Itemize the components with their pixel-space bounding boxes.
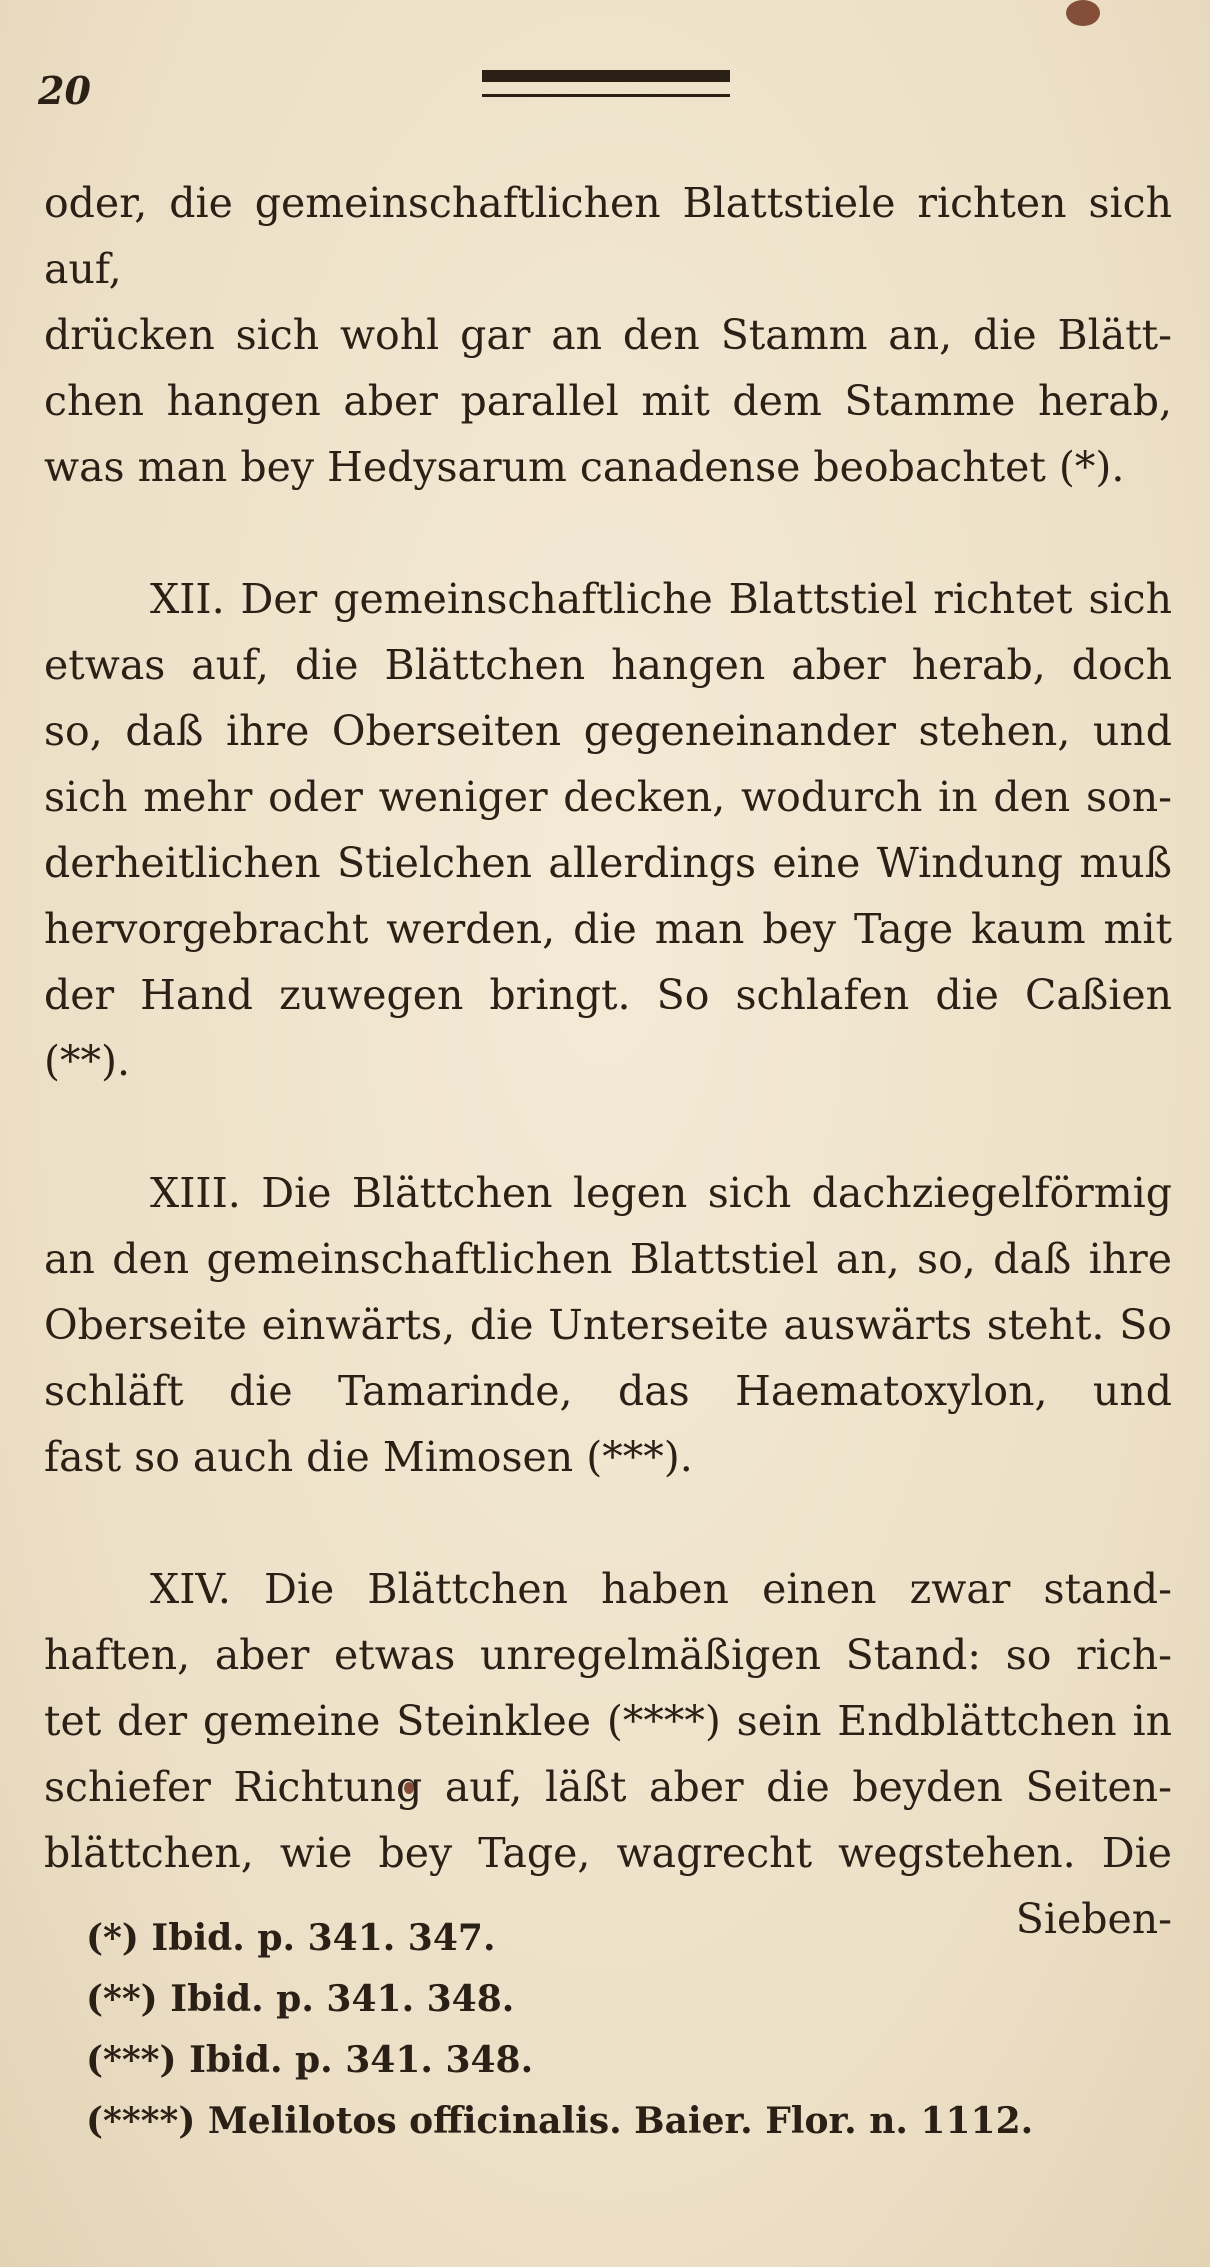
text-line: haften, aber etwas unregelmäßigen Stand: so rich- — [44, 1631, 1172, 1679]
ink-stain — [1066, 0, 1100, 26]
footnote: (*) Ibid. p. 341. 347. — [86, 1917, 496, 1959]
page-number: 20 — [38, 68, 91, 113]
footnotes — [86, 1908, 1126, 2152]
text-line: drücken sich wohl gar an den Stamm an, die Blätt- — [44, 311, 1172, 359]
text-line: derheitlichen Stielchen allerdings eine Windung muß — [44, 839, 1172, 887]
text-line: XIV. Die Blättchen haben einen zwar stand- — [150, 1565, 1172, 1613]
text-line: der Hand zuwegen bringt. So schlafen die Caßien (**). — [44, 971, 1172, 1085]
text-line: was man bey Hedysarum canadense beobachtet (*). — [44, 443, 1125, 491]
text-line: fast so auch die Mimosen (***). — [44, 1433, 693, 1481]
footnote: (***) Ibid. p. 341. 348. — [86, 2039, 534, 2081]
header-rule-thick — [482, 70, 730, 82]
paragraph-continued — [44, 170, 1172, 500]
text-line: chen hangen aber parallel mit dem Stamme herab, — [44, 377, 1172, 425]
paragraph-xiii — [44, 1160, 1172, 1490]
text-line: sich mehr oder weniger decken, wodurch in den son- — [44, 773, 1172, 821]
paragraph-xiv — [44, 1556, 1172, 1952]
text-line: etwas auf, die Blättchen hangen aber herab, doch — [44, 641, 1172, 689]
catchword: Sieben- — [1015, 1895, 1172, 1943]
text-line: XIII. Die Blättchen legen sich dachziegelförmig — [150, 1169, 1172, 1217]
text-line: schläft die Tamarinde, das Haematoxylon, und — [44, 1367, 1172, 1415]
text-line: hervorgebracht werden, die man bey Tage kaum mit — [44, 905, 1172, 953]
footnote: (**) Ibid. p. 341. 348. — [86, 1978, 515, 2020]
paragraph-xii — [44, 566, 1172, 1094]
footnote: (****) Melilotos officinalis. Baier. Flor. n. 1112. — [86, 2100, 1034, 2142]
header-rule-thin — [482, 94, 730, 97]
text-line: so, daß ihre Oberseiten gegeneinander stehen, und — [44, 707, 1172, 755]
text-line: an den gemeinschaftlichen Blattstiel an, so, daß ihre — [44, 1235, 1172, 1283]
text-line: blättchen, wie bey Tage, wagrecht wegstehen. Die — [44, 1829, 1172, 1877]
text-line: XII. Der gemeinschaftliche Blattstiel richtet sich — [150, 575, 1172, 623]
body-text — [44, 170, 1172, 1952]
text-line: Oberseite einwärts, die Unterseite auswärts steht. So — [44, 1301, 1172, 1349]
text-line: schiefer Richtung auf, läßt aber die beyden Seiten- — [44, 1763, 1172, 1811]
text-line: oder, die gemeinschaftlichen Blattstiele richten sich auf, — [44, 179, 1172, 293]
text-line: tet der gemeine Steinklee (****) sein Endblättchen in — [44, 1697, 1172, 1745]
